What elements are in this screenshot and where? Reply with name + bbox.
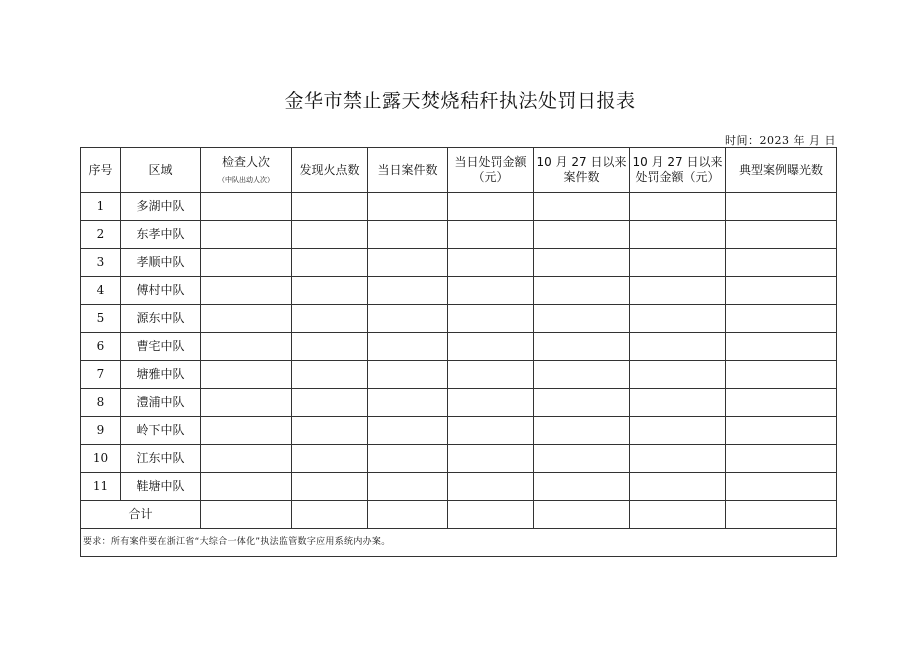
row-value-cell	[201, 361, 292, 389]
row-value-cell	[726, 361, 837, 389]
row-value-cell	[292, 277, 368, 305]
row-value-cell	[292, 473, 368, 501]
row-value-cell	[368, 221, 448, 249]
row-value-cell	[534, 361, 630, 389]
row-value-cell	[630, 305, 726, 333]
row-value-cell	[292, 305, 368, 333]
row-value-cell	[534, 305, 630, 333]
row-value-cell	[448, 417, 534, 445]
row-value-cell	[292, 389, 368, 417]
row-value-cell	[630, 277, 726, 305]
row-value-cell	[368, 249, 448, 277]
row-area: 岭下中队	[121, 417, 201, 445]
row-area: 江东中队	[121, 445, 201, 473]
row-seq: 5	[81, 305, 121, 333]
row-value-cell	[726, 277, 837, 305]
row-value-cell	[630, 221, 726, 249]
row-value-cell	[201, 417, 292, 445]
row-value-cell	[726, 389, 837, 417]
table-row	[81, 221, 837, 249]
header-inspections	[201, 148, 292, 193]
row-seq: 2	[81, 221, 121, 249]
row-value-cell	[292, 193, 368, 221]
row-seq: 1	[81, 193, 121, 221]
row-value-cell	[534, 473, 630, 501]
row-seq: 4	[81, 277, 121, 305]
row-area: 澧浦中队	[121, 389, 201, 417]
table-row	[81, 333, 837, 361]
row-value-cell	[448, 305, 534, 333]
row-area: 东孝中队	[121, 221, 201, 249]
row-value-cell	[368, 193, 448, 221]
row-value-cell	[726, 333, 837, 361]
total-label: 合计	[81, 501, 201, 529]
header-fine-since-label: 10 月 27 日以来处罚金额（元）	[632, 155, 723, 184]
row-value-cell	[630, 389, 726, 417]
header-cases-today: 当日案件数	[368, 148, 448, 193]
row-seq: 11	[81, 473, 121, 501]
total-cell	[630, 501, 726, 529]
row-value-cell	[534, 221, 630, 249]
row-value-cell	[726, 249, 837, 277]
table-row	[81, 193, 837, 221]
row-value-cell	[726, 193, 837, 221]
row-value-cell	[448, 249, 534, 277]
row-value-cell	[534, 249, 630, 277]
row-value-cell	[201, 389, 292, 417]
table-row	[81, 305, 837, 333]
row-value-cell	[726, 445, 837, 473]
row-area: 曹宅中队	[121, 333, 201, 361]
row-value-cell	[726, 417, 837, 445]
row-value-cell	[448, 389, 534, 417]
row-value-cell	[448, 473, 534, 501]
row-value-cell	[630, 361, 726, 389]
report-title: 金华市禁止露天焚烧秸秆执法处罚日报表	[284, 90, 636, 112]
row-value-cell	[534, 417, 630, 445]
total-cell	[368, 501, 448, 529]
row-value-cell	[534, 277, 630, 305]
row-area: 孝顺中队	[121, 249, 201, 277]
table-header-row	[81, 148, 837, 193]
table-row	[81, 445, 837, 473]
total-cell	[292, 501, 368, 529]
requirement-note: 要求：所有案件要在浙江省“大综合一体化”执法监管数字应用系统内办案。	[81, 529, 837, 557]
row-value-cell	[292, 361, 368, 389]
row-value-cell	[630, 417, 726, 445]
header-fine-since	[630, 148, 726, 193]
header-typical-cases: 典型案例曝光数	[726, 148, 837, 193]
total-cell	[448, 501, 534, 529]
row-value-cell	[368, 473, 448, 501]
row-value-cell	[201, 193, 292, 221]
row-value-cell	[448, 361, 534, 389]
row-value-cell	[201, 333, 292, 361]
row-value-cell	[448, 193, 534, 221]
total-row	[81, 501, 837, 529]
row-value-cell	[534, 193, 630, 221]
table-row	[81, 473, 837, 501]
row-seq: 9	[81, 417, 121, 445]
row-value-cell	[201, 445, 292, 473]
total-cell	[726, 501, 837, 529]
row-value-cell	[292, 445, 368, 473]
header-fire-points: 发现火点数	[292, 148, 368, 193]
row-value-cell	[292, 221, 368, 249]
row-value-cell	[534, 333, 630, 361]
row-value-cell	[630, 473, 726, 501]
row-value-cell	[292, 249, 368, 277]
row-area: 源东中队	[121, 305, 201, 333]
row-value-cell	[630, 445, 726, 473]
row-value-cell	[448, 445, 534, 473]
row-value-cell	[201, 221, 292, 249]
row-value-cell	[630, 193, 726, 221]
total-cell	[534, 501, 630, 529]
row-value-cell	[201, 473, 292, 501]
row-seq: 6	[81, 333, 121, 361]
header-area: 区域	[121, 148, 201, 193]
row-seq: 7	[81, 361, 121, 389]
header-seq: 序号	[81, 148, 121, 193]
row-value-cell	[534, 445, 630, 473]
row-seq: 8	[81, 389, 121, 417]
row-area: 多湖中队	[121, 193, 201, 221]
report-table	[80, 147, 837, 557]
table-row	[81, 417, 837, 445]
row-value-cell	[292, 417, 368, 445]
row-value-cell	[726, 221, 837, 249]
row-value-cell	[448, 221, 534, 249]
row-value-cell	[448, 333, 534, 361]
row-value-cell	[201, 249, 292, 277]
row-area: 鞋塘中队	[121, 473, 201, 501]
row-value-cell	[368, 389, 448, 417]
row-value-cell	[292, 333, 368, 361]
row-value-cell	[630, 249, 726, 277]
row-value-cell	[368, 305, 448, 333]
table-row	[81, 389, 837, 417]
row-value-cell	[368, 361, 448, 389]
row-value-cell	[448, 277, 534, 305]
row-area: 塘雅中队	[121, 361, 201, 389]
row-value-cell	[368, 445, 448, 473]
row-value-cell	[368, 417, 448, 445]
report-date: 时间：2023 年 月 日	[725, 134, 836, 147]
row-value-cell	[201, 305, 292, 333]
note-row	[81, 529, 837, 557]
header-fine-today	[448, 148, 534, 193]
header-fine-today-label: 当日处罚金额（元）	[454, 155, 527, 184]
row-value-cell	[726, 473, 837, 501]
header-cases-since	[534, 148, 630, 193]
row-area: 傅村中队	[121, 277, 201, 305]
header-cases-since-label: 10 月 27 日以来案件数	[536, 155, 627, 184]
table-row	[81, 361, 837, 389]
table-row	[81, 249, 837, 277]
total-cell	[201, 501, 292, 529]
row-value-cell	[368, 333, 448, 361]
table-row	[81, 277, 837, 305]
row-seq: 10	[81, 445, 121, 473]
row-value-cell	[201, 277, 292, 305]
row-value-cell	[726, 305, 837, 333]
row-value-cell	[368, 277, 448, 305]
header-inspections-sub: （中队出动人次）	[218, 176, 274, 185]
row-value-cell	[630, 333, 726, 361]
row-seq: 3	[81, 249, 121, 277]
row-value-cell	[534, 389, 630, 417]
header-inspections-label: 检查人次	[221, 155, 270, 170]
